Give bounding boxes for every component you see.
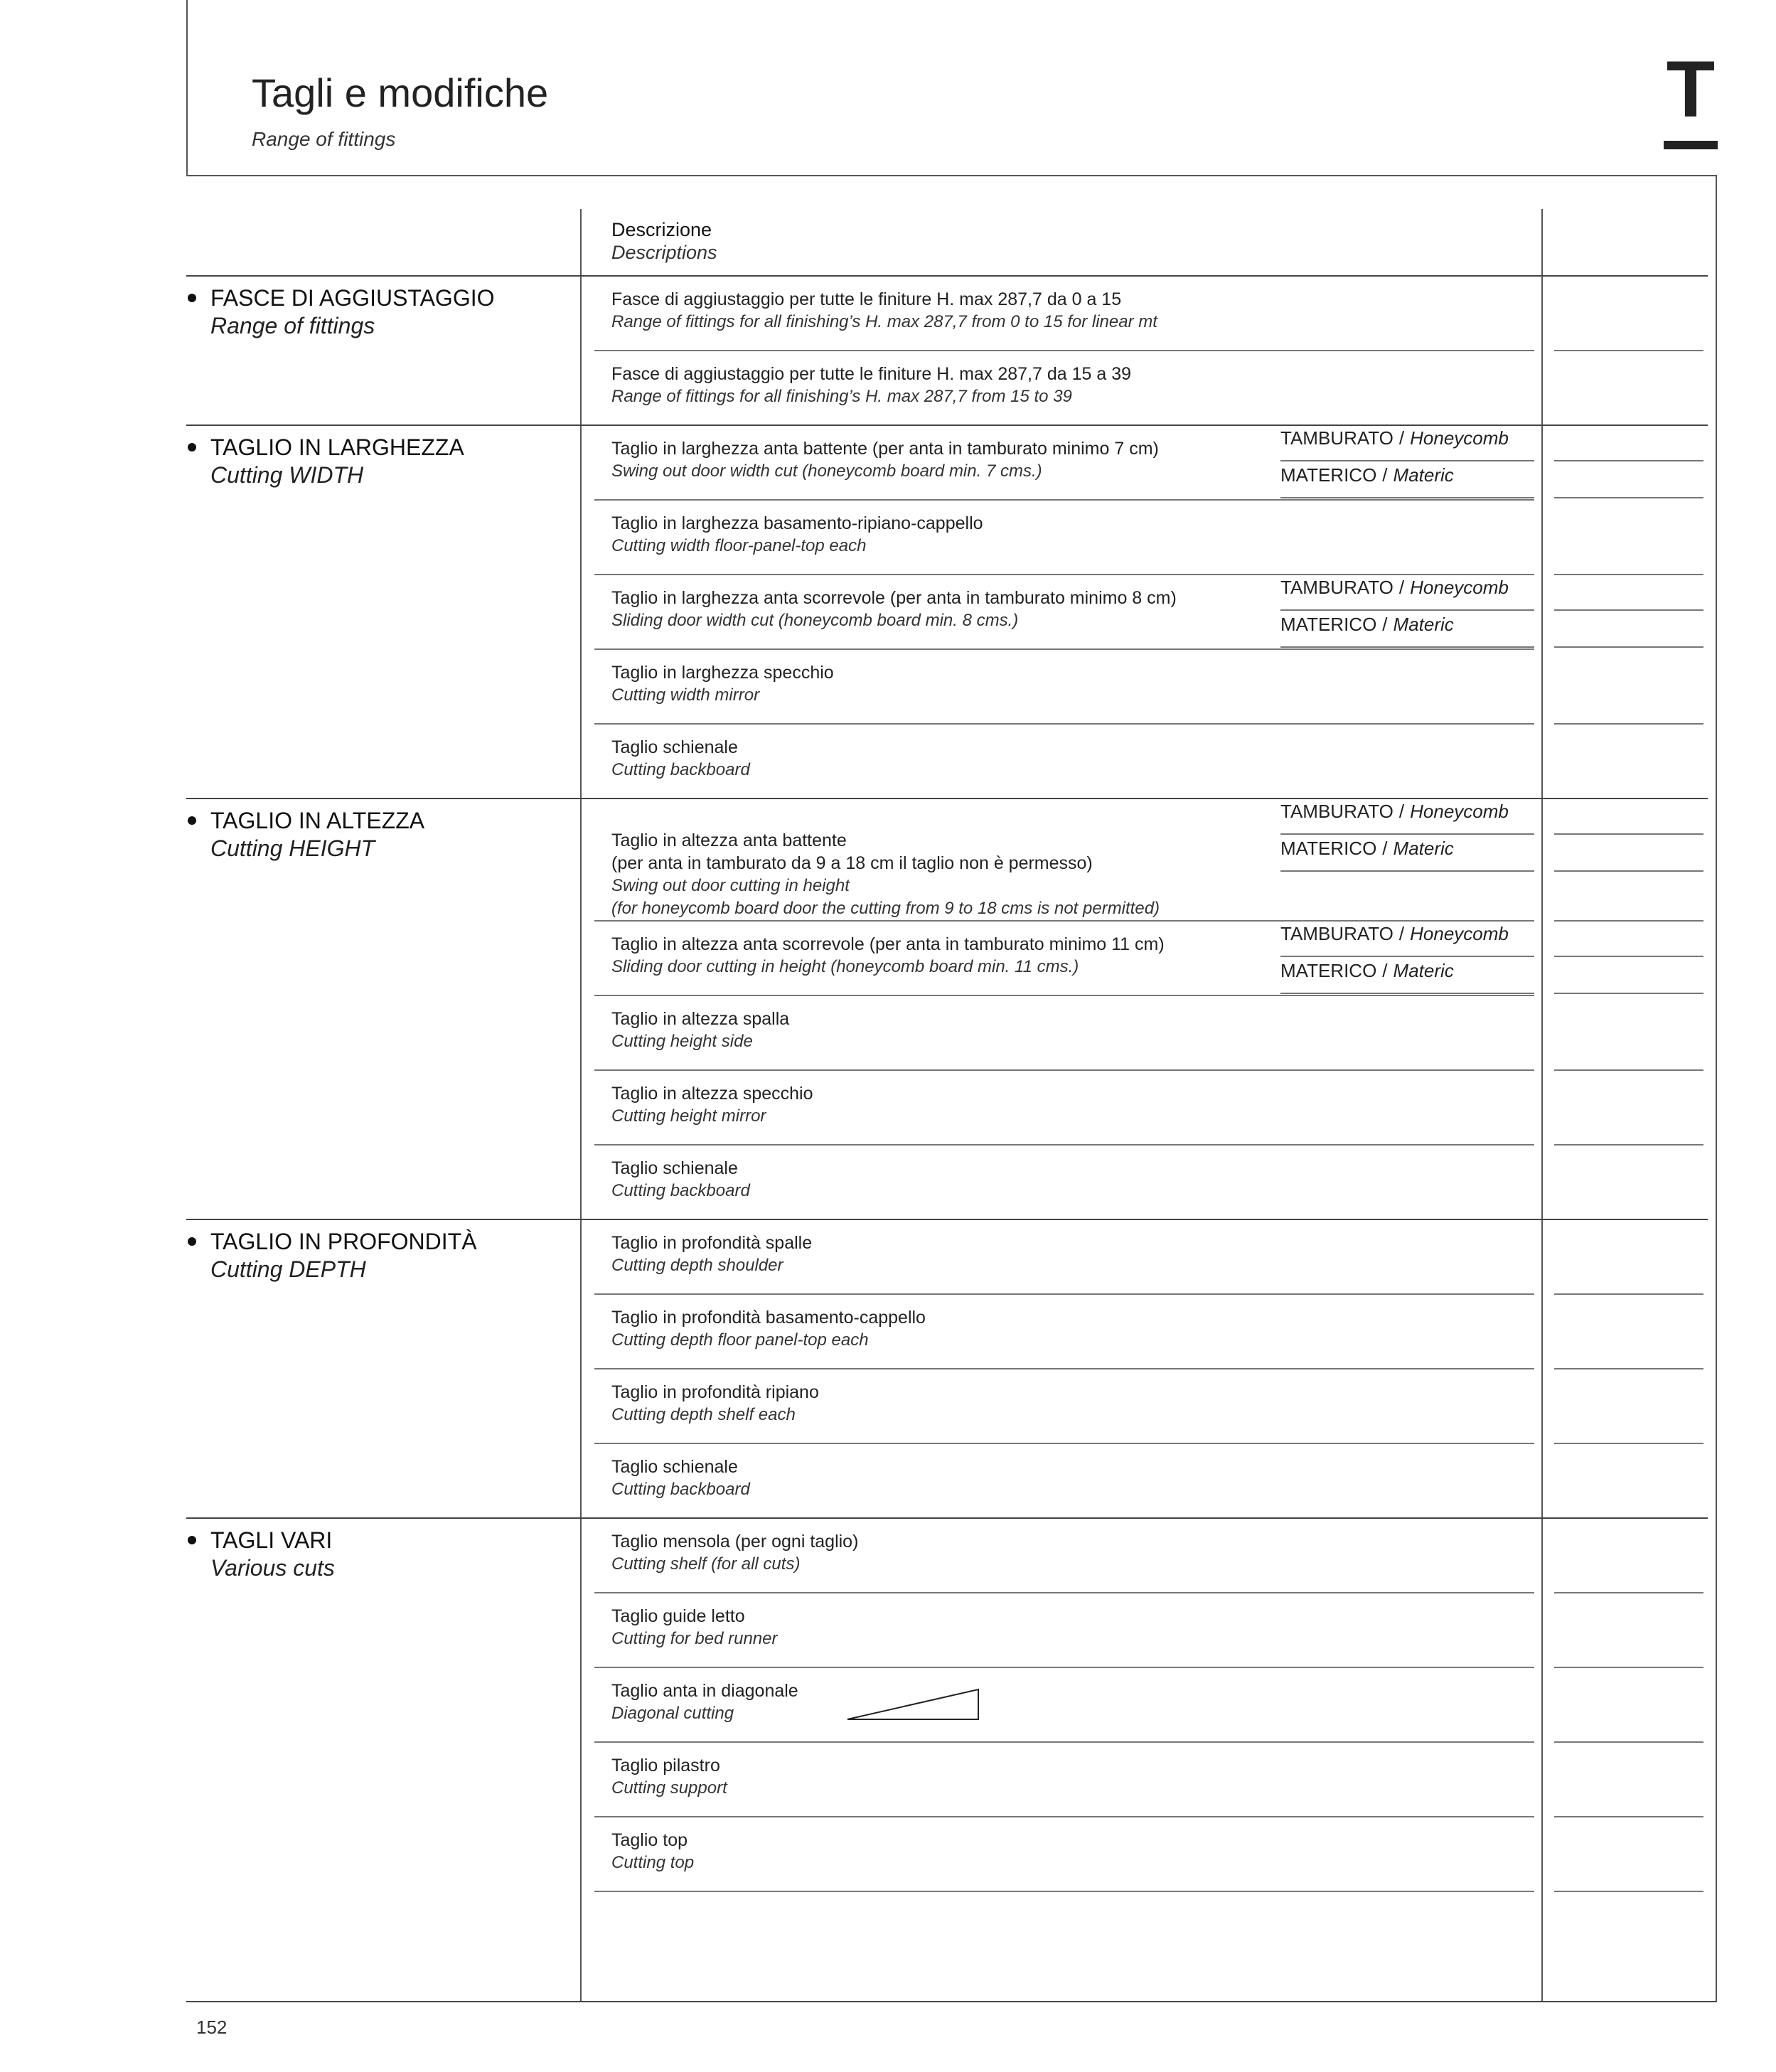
variant-honeycomb-label xyxy=(1280,427,1509,449)
price-field[interactable] xyxy=(1554,723,1703,725)
row-description-en: Cutting backboard xyxy=(611,1181,750,1200)
variant-separator: / xyxy=(1398,923,1405,944)
row-description-en: Range of fittings for all finishing’s H. max 287,7 from 0 to 15 for linear mt xyxy=(611,312,1157,331)
row-description-en: Swing out door width cut (honeycomb board min. 7 cms.) xyxy=(611,461,1042,481)
price-field[interactable] xyxy=(1554,574,1703,575)
row-description-en: Cutting top xyxy=(611,1853,695,1872)
row-separator xyxy=(594,1891,1534,1892)
row-description-it: Taglio in altezza spalla xyxy=(611,1009,790,1029)
variant-materic-en: Materic xyxy=(1393,960,1454,981)
row-description-en: Swing out door cutting in height xyxy=(611,876,850,895)
price-field[interactable] xyxy=(1554,1891,1703,1892)
variant-separator: / xyxy=(1382,960,1388,981)
variant-materic-en: Materic xyxy=(1393,838,1454,859)
variant-underline xyxy=(1280,993,1534,994)
variant-underline xyxy=(1280,497,1534,498)
section-bullet-icon xyxy=(188,1536,196,1544)
row-description-en: Cutting depth shelf each xyxy=(611,1405,796,1424)
row-description-en: Cutting height mirror xyxy=(611,1106,766,1126)
row-description-en: Cutting backboard xyxy=(611,760,750,779)
row-description-it: Taglio top xyxy=(611,1830,688,1850)
variant-underline xyxy=(1280,956,1534,957)
page-subtitle: Range of fittings xyxy=(252,128,396,150)
variant-materic-en: Materic xyxy=(1393,614,1454,635)
section-bullet-icon xyxy=(188,1237,196,1246)
row-separator xyxy=(594,1368,1534,1369)
variant-separator: / xyxy=(1382,838,1388,859)
row-description-en: Cutting for bed runner xyxy=(611,1629,778,1648)
variant-materic-en: Materic xyxy=(1393,464,1454,486)
variant-honeycomb-en: Honeycomb xyxy=(1410,427,1509,449)
price-field[interactable] xyxy=(1554,350,1703,351)
row-description-en: Sliding door cutting in height (honeycomb board min. 11 cms.) xyxy=(611,957,1079,976)
row-description-it: Taglio schienale xyxy=(611,1457,738,1477)
section-subtitle: Various cuts xyxy=(210,1555,335,1581)
variant-separator: / xyxy=(1382,614,1388,635)
variant-honeycomb-en: Honeycomb xyxy=(1410,577,1509,598)
price-field[interactable] xyxy=(1554,1667,1703,1668)
variant-underline xyxy=(1280,646,1534,648)
variant-separator: / xyxy=(1382,464,1388,486)
section-bullet-icon xyxy=(188,443,196,452)
row-description-en: Range of fittings for all finishing’s H. max 287,7 from 15 to 39 xyxy=(611,387,1072,406)
variant-honeycomb-label xyxy=(1280,923,1509,945)
section-title: TAGLIO IN PROFONDITÀ xyxy=(210,1229,477,1254)
section-divider xyxy=(186,798,1708,799)
variant-separator: / xyxy=(1398,801,1405,822)
section-subtitle: Cutting HEIGHT xyxy=(210,835,375,861)
row-separator xyxy=(594,995,1534,996)
price-field[interactable] xyxy=(1554,870,1703,872)
row-description-en: Cutting width mirror xyxy=(611,685,760,705)
section-bullet-icon xyxy=(188,294,196,302)
price-field[interactable] xyxy=(1554,609,1703,611)
row-description-en: Cutting backboard xyxy=(611,1480,750,1499)
diagonal-cut-icon xyxy=(846,1688,981,1721)
row-separator xyxy=(594,648,1534,650)
price-field[interactable] xyxy=(1554,1816,1703,1817)
variant-materic-label xyxy=(1280,614,1454,636)
variant-honeycomb-en: Honeycomb xyxy=(1410,923,1509,944)
row-description-it: Taglio schienale xyxy=(611,1158,738,1178)
section-title: TAGLI VARI xyxy=(210,1527,333,1553)
row-description-it: Taglio guide letto xyxy=(611,1606,745,1626)
price-field[interactable] xyxy=(1554,1069,1703,1071)
price-field[interactable] xyxy=(1554,833,1703,835)
row-description-it: Taglio in profondità ripiano xyxy=(611,1382,819,1402)
page-title: Tagli e modifiche xyxy=(252,70,549,115)
price-field[interactable] xyxy=(1554,1293,1703,1295)
price-field[interactable] xyxy=(1554,1443,1703,1444)
row-description-en-note: (for honeycomb board door the cutting from 9 to 18 cms is not permitted) xyxy=(611,899,1160,918)
price-field[interactable] xyxy=(1554,920,1703,922)
footer-rule xyxy=(186,2001,1716,2002)
variant-honeycomb-label xyxy=(1280,801,1509,823)
variant-materic-it: MATERICO xyxy=(1280,838,1377,859)
row-separator xyxy=(594,920,1534,922)
row-separator xyxy=(594,1293,1534,1295)
row-description-it: Taglio schienale xyxy=(611,737,738,757)
section-subtitle: Cutting WIDTH xyxy=(210,462,364,488)
variant-underline xyxy=(1280,870,1534,872)
row-separator xyxy=(594,1069,1534,1071)
row-description-it: Taglio in profondità spalle xyxy=(611,1233,813,1253)
row-description-it: Taglio in larghezza anta scorrevole (per anta in tamburato minimo 8 cm) xyxy=(611,588,1177,608)
section-divider xyxy=(186,1219,1708,1220)
row-description-it: Taglio mensola (per ogni taglio) xyxy=(611,1532,859,1552)
row-description-en: Cutting depth floor panel-top each xyxy=(611,1330,869,1350)
variant-materic-it: MATERICO xyxy=(1280,960,1377,981)
row-description-en: Sliding door width cut (honeycomb board min. 8 cms.) xyxy=(611,611,1019,630)
price-field[interactable] xyxy=(1554,1592,1703,1593)
header-left-rule xyxy=(186,0,188,176)
variant-underline xyxy=(1280,833,1534,835)
row-description-en: Cutting support xyxy=(611,1778,727,1798)
row-description-it: Taglio pilastro xyxy=(611,1756,720,1775)
price-field[interactable] xyxy=(1554,1741,1703,1743)
price-field[interactable] xyxy=(1554,993,1703,994)
column-header-en: Descriptions xyxy=(611,242,717,263)
price-field[interactable] xyxy=(1554,646,1703,648)
row-description-it: Taglio in larghezza specchio xyxy=(611,663,834,683)
variant-materic-it: MATERICO xyxy=(1280,464,1377,486)
row-separator xyxy=(594,1816,1534,1817)
variant-underline xyxy=(1280,609,1534,611)
variant-honeycomb-it: TAMBURATO xyxy=(1280,427,1393,449)
variant-materic-label xyxy=(1280,464,1454,486)
section-badge xyxy=(1662,45,1719,154)
badge-letter: T xyxy=(1666,45,1716,134)
row-separator xyxy=(594,1144,1534,1146)
variant-materic-label xyxy=(1280,838,1454,860)
row-description-it: Taglio in altezza specchio xyxy=(611,1084,813,1104)
header-right-rule xyxy=(1716,175,1717,2002)
page-number: 152 xyxy=(196,2017,228,2038)
section-title: FASCE DI AGGIUSTAGGIO xyxy=(210,285,495,311)
section-divider xyxy=(186,1517,1708,1519)
variant-materic-label xyxy=(1280,960,1454,982)
row-description-en: Cutting depth shoulder xyxy=(611,1256,783,1275)
row-separator xyxy=(594,723,1534,725)
row-description-it: Taglio anta in diagonale xyxy=(611,1681,798,1701)
variant-honeycomb-it: TAMBURATO xyxy=(1280,801,1393,822)
variant-separator: / xyxy=(1398,427,1405,449)
variant-separator: / xyxy=(1398,577,1405,598)
row-description-it: Taglio in larghezza anta battente (per anta in tamburato minimo 7 cm) xyxy=(611,439,1159,459)
row-description-en: Cutting width floor-panel-top each xyxy=(611,536,867,555)
row-description-it: Taglio in larghezza basamento-ripiano-cappello xyxy=(611,513,983,533)
price-field[interactable] xyxy=(1554,956,1703,957)
column-header-it: Descrizione xyxy=(611,219,712,240)
row-description-it: Fasce di aggiustaggio per tutte le finiture H. max 287,7 da 0 a 15 xyxy=(611,289,1122,309)
section-title: TAGLIO IN ALTEZZA xyxy=(210,808,425,833)
section-title: TAGLIO IN LARGHEZZA xyxy=(210,434,464,460)
header-bottom-rule xyxy=(186,175,1716,176)
row-description-en: Cutting shelf (for all cuts) xyxy=(611,1554,801,1574)
variant-honeycomb-it: TAMBURATO xyxy=(1280,577,1393,598)
variant-honeycomb-en: Honeycomb xyxy=(1410,801,1509,822)
row-separator xyxy=(594,350,1534,351)
variant-honeycomb-it: TAMBURATO xyxy=(1280,923,1393,944)
variant-honeycomb-label xyxy=(1280,577,1509,599)
column-divider-right xyxy=(1541,209,1543,2002)
row-description-it: Taglio in altezza anta battente xyxy=(611,831,847,850)
section-subtitle: Range of fittings xyxy=(210,313,375,338)
row-description-en: Diagonal cutting xyxy=(611,1704,734,1723)
row-separator xyxy=(594,1592,1534,1593)
row-separator xyxy=(594,1667,1534,1668)
row-separator xyxy=(594,1443,1534,1444)
section-bullet-icon xyxy=(188,816,196,825)
section-divider xyxy=(186,424,1708,426)
row-description-it: Taglio in profondità basamento-cappello xyxy=(611,1308,926,1328)
price-field[interactable] xyxy=(1554,497,1703,498)
price-field[interactable] xyxy=(1554,1368,1703,1369)
column-divider-left xyxy=(580,209,582,2002)
row-description-it: Fasce di aggiustaggio per tutte le finiture H. max 287,7 da 15 a 39 xyxy=(611,364,1132,384)
variant-underline xyxy=(1280,460,1534,461)
section-divider xyxy=(186,275,1708,277)
row-description-it-note: (per anta in tamburato da 9 a 18 cm il taglio non è permesso) xyxy=(611,853,1093,873)
row-description-it: Taglio in altezza anta scorrevole (per anta in tamburato minimo 11 cm) xyxy=(611,934,1165,954)
price-field[interactable] xyxy=(1554,1144,1703,1146)
row-description-en: Cutting height side xyxy=(611,1032,753,1051)
row-separator xyxy=(594,1741,1534,1743)
row-separator xyxy=(594,499,1534,501)
row-separator xyxy=(594,574,1534,575)
variant-materic-it: MATERICO xyxy=(1280,614,1377,635)
section-subtitle: Cutting DEPTH xyxy=(210,1256,366,1282)
badge-underline xyxy=(1664,141,1718,149)
price-field[interactable] xyxy=(1554,460,1703,461)
